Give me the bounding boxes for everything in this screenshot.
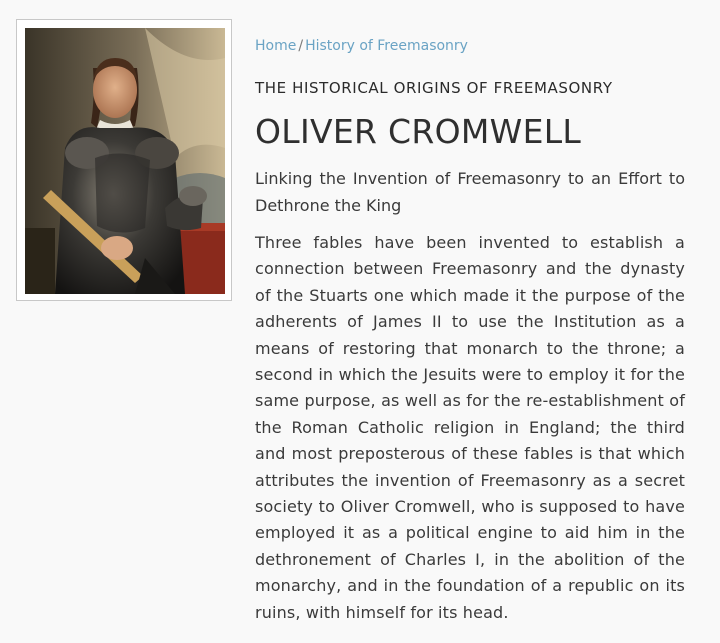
article-subtitle: Linking the Invention of Freemasonry to an Effort to Dethrone the King bbox=[255, 169, 685, 215]
section-kicker: THE HISTORICAL ORIGINS OF FREEMASONRY bbox=[255, 79, 613, 97]
breadcrumb bbox=[255, 36, 685, 56]
oliver-cromwell-portrait bbox=[25, 28, 225, 294]
page-title: OLIVER CROMWELL bbox=[255, 112, 582, 151]
article-body: Three fables have been invented to establish a connection between Freemasonry and the dynasty of the Stuarts one which made it the purpose of the adherents of James II to use the Institution as a means of restoring that monarch to the throne; a second in which the Jesuits were to employ it for the same purpose, as well as for the re-establishment of the Roman Catholic religion in England; the third and most preposterous of these fables is that which attributes the invention of Freemasonry as a secret society to Oliver Cromwell, who is supposed to have employed it as a political engine to aid him in the dethronement of Charles I, in the abolition of the monarchy, and in the foundation of a republic on its ruins, with himself for its head. bbox=[255, 233, 685, 622]
breadcrumb-history-link[interactable]: History of Freemasonry bbox=[305, 38, 468, 54]
article-content bbox=[255, 36, 685, 626]
breadcrumb-home-link[interactable]: Home bbox=[255, 38, 297, 54]
portrait-frame bbox=[16, 19, 232, 301]
breadcrumb-separator: / bbox=[298, 38, 304, 54]
